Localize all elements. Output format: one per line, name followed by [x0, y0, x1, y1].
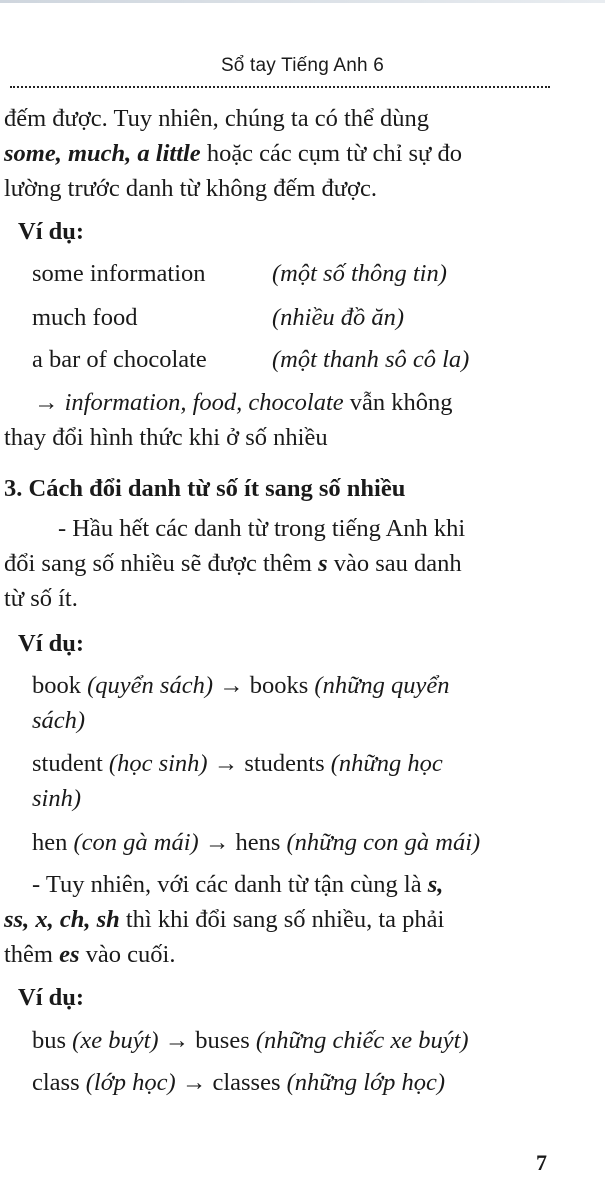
paragraph-line: [4, 940, 175, 970]
example-line: [32, 749, 443, 779]
bold-italic-term: some, much, a little: [4, 140, 201, 167]
text-run: - Tuy nhiên, với các danh từ tận cùng là: [32, 871, 428, 898]
paragraph-line: [32, 870, 443, 900]
example-line: [32, 671, 450, 701]
paragraph-line: lường trước danh từ không đếm được.: [4, 175, 377, 202]
text-run: thì khi đổi sang số nhiều, ta phải: [119, 906, 445, 933]
italic-gloss: (những lớp học): [286, 1069, 446, 1096]
example-english: a bar of chocolate: [32, 346, 207, 373]
paragraph-line: đếm được. Tuy nhiên, chúng ta có thể dùng: [4, 105, 429, 132]
text-run: hoặc các cụm từ chỉ sự đo: [200, 140, 462, 167]
text-run: → students: [207, 750, 331, 777]
paragraph-line: - Hầu hết các danh từ trong tiếng Anh khi: [58, 515, 466, 542]
italic-terms: information, food, chocolate: [64, 389, 344, 416]
text-run: student: [32, 750, 109, 777]
italic-gloss: (những chiếc xe buýt): [255, 1027, 469, 1054]
text-run: thêm: [4, 941, 60, 968]
text-run: → hens: [198, 829, 287, 856]
section-heading: 3. Cách đổi danh từ số ít sang số nhiều: [4, 475, 406, 502]
text-run: → books: [212, 672, 315, 699]
paragraph-line: [4, 549, 462, 579]
example-english: some information: [32, 260, 206, 287]
bold-italic-term: ss, x, ch, sh: [4, 906, 120, 933]
italic-gloss: (những quyển: [314, 672, 450, 699]
paragraph-line: từ số ít.: [4, 585, 78, 612]
paragraph-line: [4, 139, 462, 169]
italic-gloss: (quyển sách): [87, 672, 213, 699]
bold-italic-term: es: [59, 941, 80, 968]
italic-gloss: (xe buýt): [72, 1027, 159, 1054]
text-run: → classes: [175, 1069, 287, 1096]
example-line: sinh): [32, 785, 81, 812]
text-run: class: [32, 1069, 86, 1096]
running-header: Sổ tay Tiếng Anh 6: [220, 55, 385, 76]
text-run: bus: [32, 1027, 73, 1054]
italic-gloss: (học sinh): [108, 750, 208, 777]
italic-gloss: (con gà mái): [73, 829, 199, 856]
example-label: Ví dụ:: [18, 630, 85, 657]
italic-gloss: (những học: [330, 750, 443, 777]
text-run: vào cuối.: [79, 941, 176, 968]
arrow-icon: →: [34, 389, 59, 416]
example-english: much food: [32, 304, 138, 331]
bold-italic-term: s: [318, 550, 328, 577]
example-gloss: (nhiều đồ ăn): [272, 304, 404, 331]
page-number: 7: [536, 1150, 547, 1175]
text-run: → buses: [158, 1027, 256, 1054]
page-top-edge: [0, 0, 605, 3]
text-run: book: [32, 672, 88, 699]
example-line: [32, 1068, 445, 1098]
bold-italic-term: s,: [427, 871, 444, 898]
example-line: [32, 828, 480, 858]
example-line: [32, 1026, 469, 1056]
example-gloss: (một số thông tin): [272, 260, 447, 287]
italic-gloss: (lớp học): [85, 1069, 176, 1096]
text-run: vào sau danh: [327, 550, 462, 577]
italic-gloss: (những con gà mái): [286, 829, 481, 856]
example-label: Ví dụ:: [18, 984, 85, 1011]
note-line: thay đổi hình thức khi ở số nhiều: [4, 424, 328, 451]
paragraph-line: [4, 905, 444, 935]
example-line: sách): [32, 707, 86, 734]
note-line: [34, 388, 453, 418]
header-dotted-rule: [10, 86, 550, 88]
example-gloss: (một thanh sô cô la): [272, 346, 470, 373]
text-run: vẫn không: [343, 389, 453, 416]
text-run: hen: [32, 829, 74, 856]
text-run: đổi sang số nhiều sẽ được thêm: [4, 550, 319, 577]
example-label: Ví dụ:: [18, 218, 85, 245]
